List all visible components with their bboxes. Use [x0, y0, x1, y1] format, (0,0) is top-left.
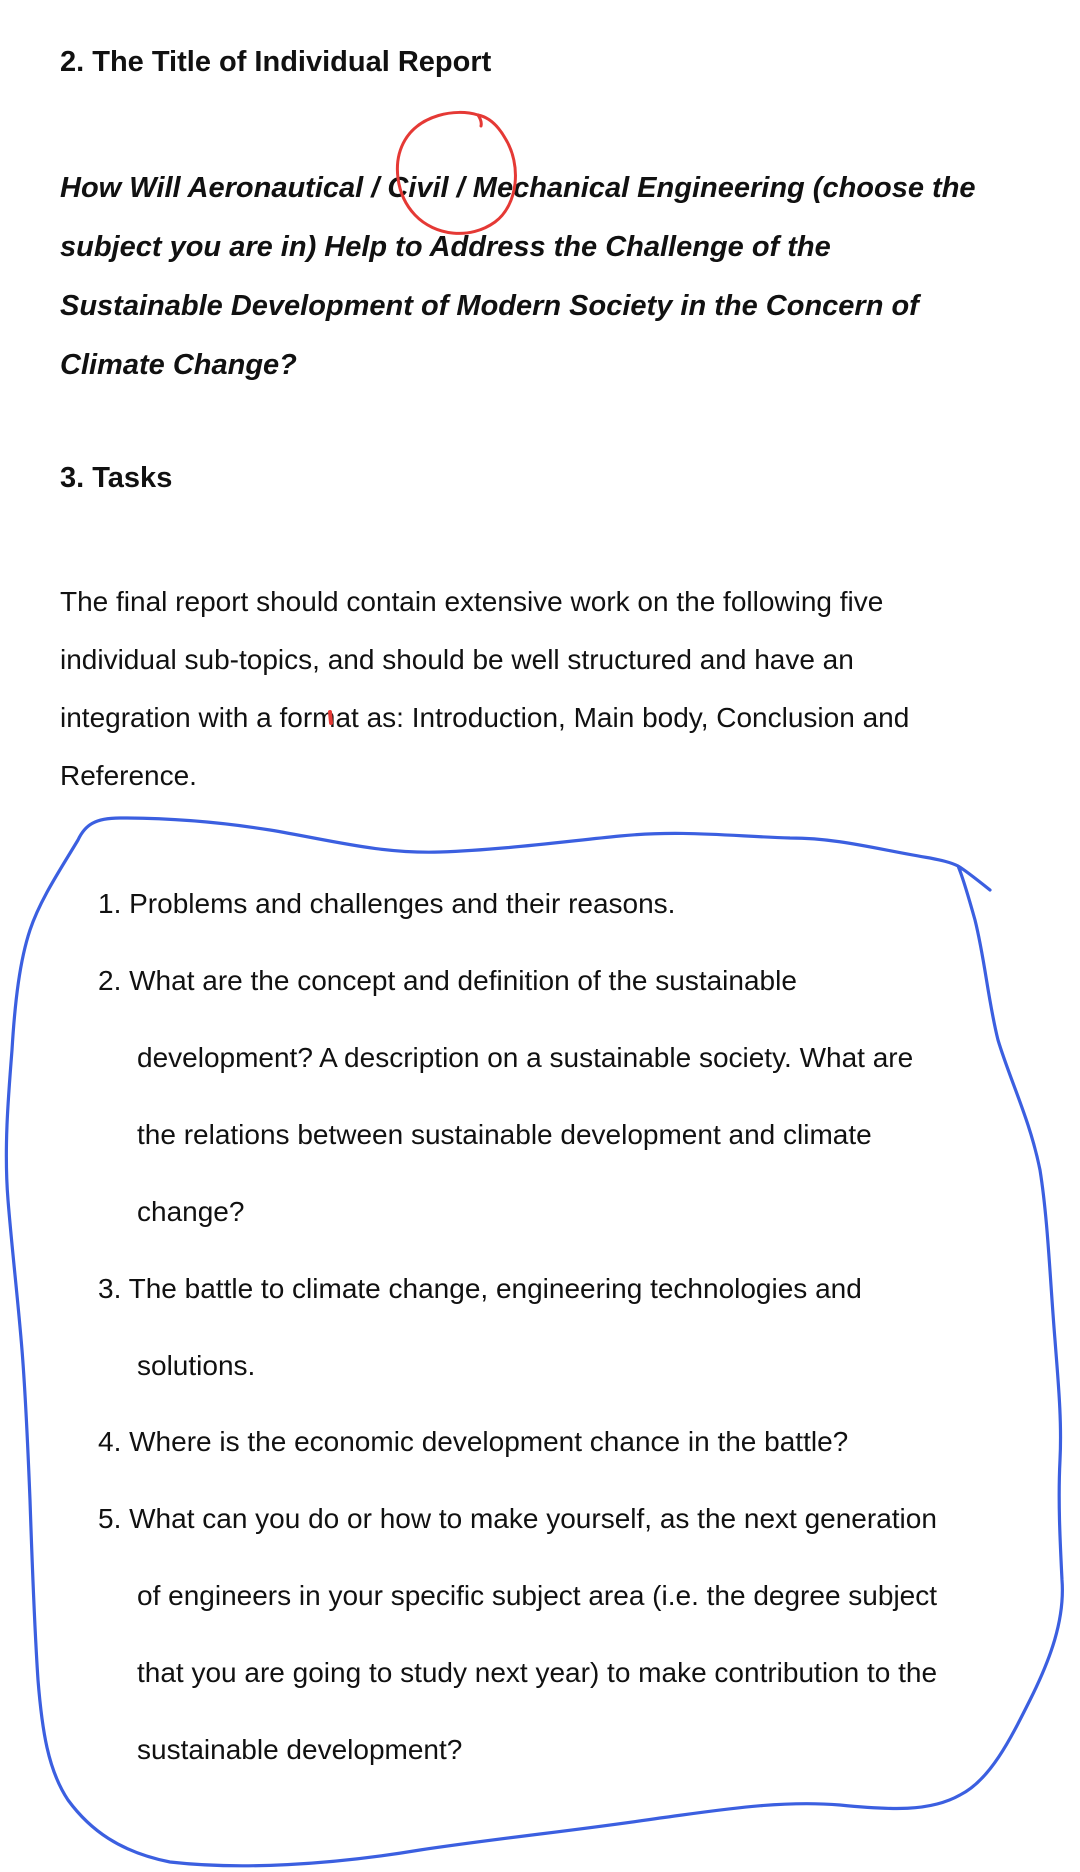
- intro-line: individual sub-topics, and should be well structured and have an: [60, 644, 854, 675]
- intro-line: The final report should contain extensive work on the following five: [60, 586, 884, 617]
- intro-line: integration with a format as: Introduction, Main body, Conclusion and: [60, 702, 910, 733]
- task-item-2: 2. What are the concept and definition of the sustainable: [98, 965, 797, 996]
- task-item-3-continuation: solutions.: [137, 1350, 256, 1381]
- task-item-4: 4. Where is the economic development chance in the battle?: [98, 1426, 849, 1457]
- task-item-5-continuation: of engineers in your specific subject area (i.e. the degree subject: [137, 1580, 938, 1611]
- report-title-line: How Will Aeronautical / Civil / Mechanical Engineering (choose the: [60, 172, 976, 204]
- report-title-line: Climate Change?: [60, 349, 297, 381]
- task-item-5-continuation: that you are going to study next year) to make contribution to the: [137, 1657, 938, 1688]
- section-heading-tasks: 3. Tasks: [60, 462, 173, 494]
- task-item-1: 1. Problems and challenges and their reasons.: [98, 888, 676, 919]
- report-title: [60, 159, 1040, 395]
- task-item-2-continuation: the relations between sustainable development and climate: [137, 1119, 872, 1150]
- task-item-5-continuation: sustainable development?: [137, 1734, 463, 1765]
- tasks-intro-paragraph: [60, 573, 1040, 805]
- report-title-line: Sustainable Development of Modern Society in the Concern of: [60, 290, 919, 322]
- report-title-line: subject you are in) Help to Address the Challenge of the: [60, 231, 831, 263]
- task-item-3: 3. The battle to climate change, engineering technologies and: [98, 1273, 862, 1304]
- task-item-2-continuation: change?: [137, 1196, 245, 1227]
- task-item-2-continuation: development? A description on a sustainable society. What are: [137, 1042, 914, 1073]
- task-item-5: 5. What can you do or how to make yourself, as the next generation: [98, 1503, 937, 1534]
- intro-line: Reference.: [60, 760, 197, 791]
- section-heading-title-of-report: 2. The Title of Individual Report: [60, 46, 492, 78]
